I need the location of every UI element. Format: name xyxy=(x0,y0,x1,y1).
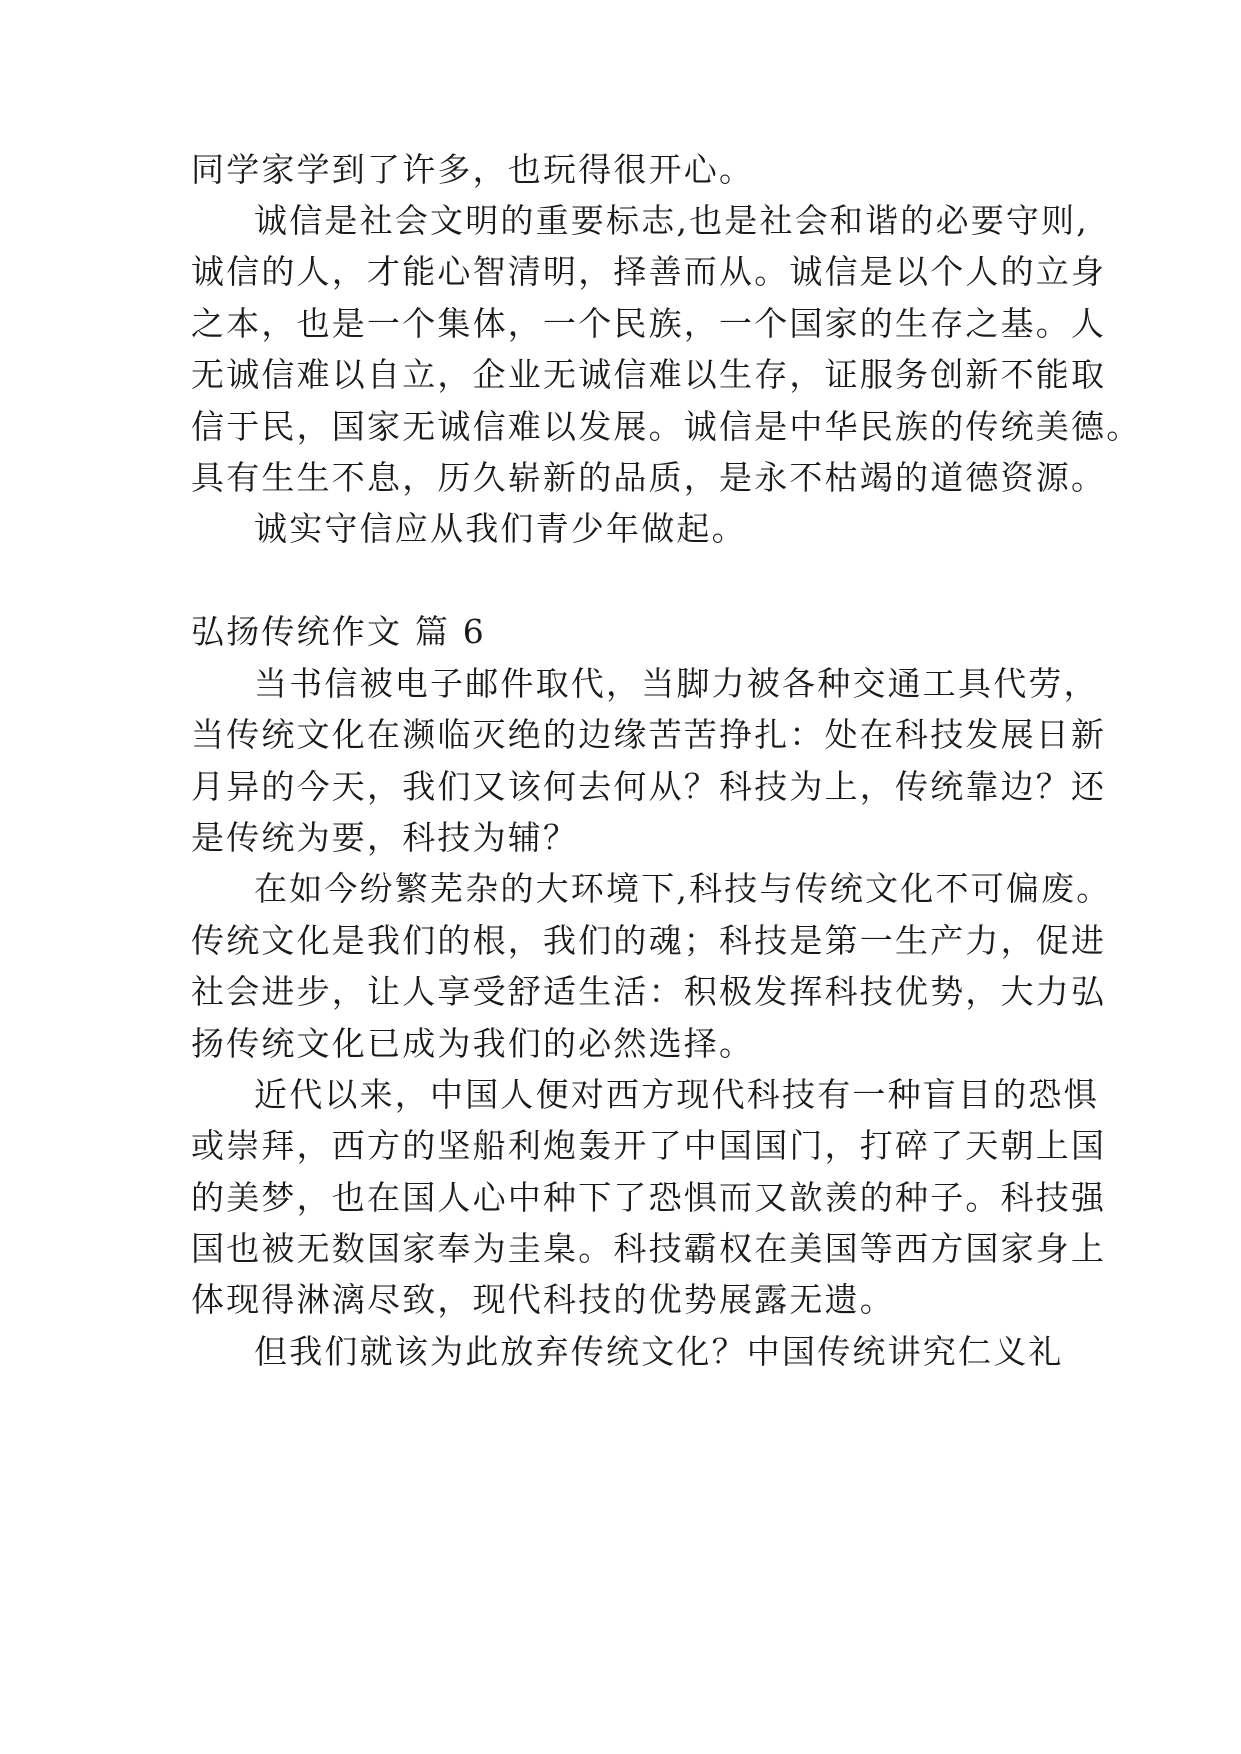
paragraph-line: 信于民，国家无诚信难以发展。诚信是中华民族的传统美德。 xyxy=(191,407,1142,446)
paragraph-line: 在如今纷繁芜杂的大环境下,科技与传统文化不可偏废。 xyxy=(254,869,1112,908)
paragraph-line: 国也被无数国家奉为圭臬。科技霸权在美国等西方国家身上 xyxy=(191,1229,1107,1268)
paragraph-line: 具有生生不息，历久崭新的品质，是永不枯竭的道德资源。 xyxy=(191,458,1107,497)
paragraph-line: 同学家学到了许多，也玩得很开心。 xyxy=(191,150,755,189)
paragraph-line: 无诚信难以自立，企业无诚信难以生存，证服务创新不能取 xyxy=(191,355,1107,394)
paragraph-line: 体现得淋漓尽致，现代科技的优势展露无遗。 xyxy=(191,1280,895,1319)
paragraph-line: 诚信是社会文明的重要标志,也是社会和谐的必要守则, xyxy=(254,201,1089,240)
paragraph-line: 的美梦，也在国人心中种下了恐惧而又歆羡的种子。科技强 xyxy=(191,1178,1107,1217)
section-heading: 弘扬传统作文 篇 6 xyxy=(191,612,486,651)
paragraph-line: 但我们就该为此放弃传统文化？中国传统讲究仁义礼 xyxy=(254,1332,1064,1371)
paragraph-line: 当传统文化在濒临灭绝的边缘苦苦挣扎：处在科技发展日新 xyxy=(191,715,1107,754)
paragraph-line: 之本，也是一个集体，一个民族，一个国家的生存之基。人 xyxy=(191,304,1107,343)
paragraph-line: 社会进步，让人享受舒适生活：积极发挥科技优势，大力弘 xyxy=(191,972,1107,1011)
paragraph-line: 是传统为要，科技为辅？ xyxy=(191,818,579,857)
paragraph-line: 或崇拜，西方的坚船利炮轰开了中国国门，打碎了天朝上国 xyxy=(191,1126,1107,1165)
paragraph-line: 诚信的人，才能心智清明，择善而从。诚信是以个人的立身 xyxy=(191,252,1107,291)
paragraph-line: 诚实守信应从我们青少年做起。 xyxy=(254,509,747,548)
paragraph-line: 月异的今天，我们又该何去何从？科技为上，传统靠边？还 xyxy=(191,767,1107,806)
paragraph-line: 当书信被电子邮件取代，当脚力被各种交通工具代劳， xyxy=(254,664,1099,703)
paragraph-line: 传统文化是我们的根，我们的魂；科技是第一生产力，促进 xyxy=(191,921,1107,960)
paragraph-line: 扬传统文化已成为我们的必然选择。 xyxy=(191,1024,755,1063)
paragraph-line: 近代以来，中国人便对西方现代科技有一种盲目的恐惧 xyxy=(254,1075,1099,1114)
